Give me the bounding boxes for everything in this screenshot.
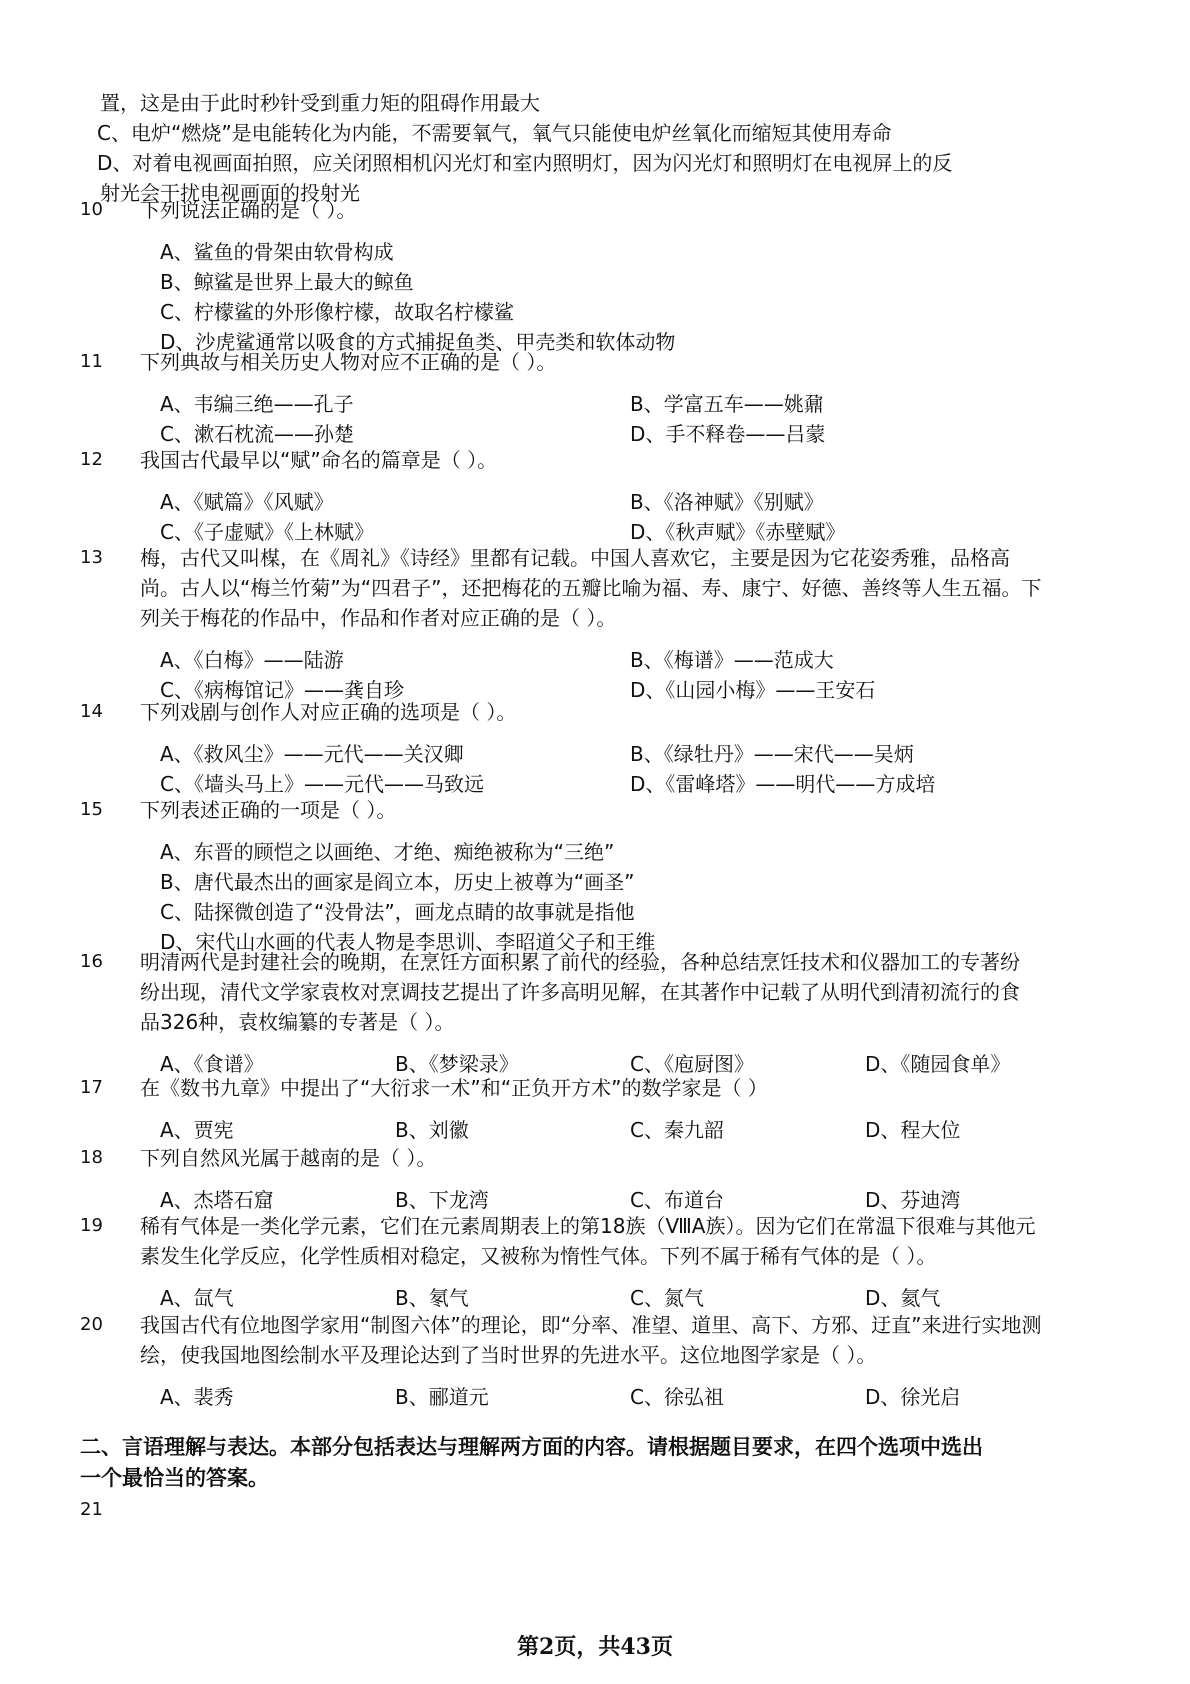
option-a: A、贾宪 bbox=[160, 1118, 234, 1142]
question-text-line: 绘，使我国地图绘制水平及理论达到了当时世界的先进水平。这位地图学家是（ ）。 bbox=[140, 1343, 877, 1367]
previous-question-continuation bbox=[97, 88, 1100, 208]
question-number: 12 bbox=[80, 449, 103, 470]
question-21-number: 21 bbox=[80, 1499, 103, 1520]
question-text-line: 我国古代有位地图学家用“制图六体”的理论，即“分率、准望、道里、高下、方邪、迂直”来进行实地测 bbox=[140, 1313, 1042, 1337]
question-text-line: 品326种，袁枚编纂的专著是（ ）。 bbox=[140, 1010, 455, 1034]
section-heading bbox=[80, 1432, 1120, 1494]
question-options bbox=[160, 487, 1110, 547]
option-c: C、《庖厨图》 bbox=[630, 1052, 754, 1076]
option-a: A、《赋篇》《风赋》 bbox=[160, 490, 334, 514]
option-c: C、秦九韶 bbox=[630, 1118, 724, 1142]
question-number: 17 bbox=[80, 1077, 103, 1098]
question-19 bbox=[80, 1211, 1110, 1313]
question-text-line: 列关于梅花的作品中，作品和作者对应正确的是（ ）。 bbox=[140, 606, 617, 630]
question-number: 10 bbox=[80, 199, 103, 220]
question-15 bbox=[80, 795, 1110, 957]
question-20 bbox=[80, 1310, 1110, 1412]
option-a: A、《救风尘》——元代——关汉卿 bbox=[160, 742, 464, 766]
option-a: A、裴秀 bbox=[160, 1385, 234, 1409]
question-12 bbox=[80, 445, 1110, 547]
option-c: C、《病梅馆记》——龚自珍 bbox=[160, 678, 404, 702]
question-options bbox=[160, 645, 1110, 705]
option-c: C、《墙头马上》——元代——马致远 bbox=[160, 772, 484, 796]
question-options bbox=[160, 1115, 1110, 1145]
question-10 bbox=[80, 195, 1110, 357]
question-options bbox=[160, 389, 1110, 449]
question-options bbox=[160, 1382, 1110, 1412]
option-d: D、手不释卷——吕蒙 bbox=[630, 422, 826, 446]
continuation-line: C、电炉“燃烧”是电能转化为内能，不需要氧气，氧气只能使电炉丝氧化而缩短其使用寿命 bbox=[97, 121, 892, 145]
question-text: 下列典故与相关历史人物对应不正确的是（ ）。 bbox=[140, 350, 557, 374]
option-c: C、氮气 bbox=[630, 1286, 704, 1310]
question-options bbox=[160, 237, 1110, 357]
option-d: D、《随园食单》 bbox=[865, 1052, 1011, 1076]
question-options bbox=[160, 837, 1110, 957]
question-13 bbox=[80, 543, 1110, 705]
question-options bbox=[160, 739, 1110, 799]
question-text: 在《数书九章》中提出了“大衍求一术”和“正负开方术”的数学家是（ ） bbox=[140, 1076, 768, 1100]
option-c: C、陆探微创造了“没骨法”，画龙点睛的故事就是指他 bbox=[160, 900, 635, 924]
page-footer: 第2页，共43页 bbox=[517, 1634, 673, 1660]
option-b: B、学富五车——姚鼐 bbox=[630, 392, 824, 416]
question-17 bbox=[80, 1073, 1110, 1145]
question-text-line: 稀有气体是一类化学元素，它们在元素周期表上的第18族（ⅧA族）。因为它们在常温下很难与其他元 bbox=[140, 1214, 1036, 1238]
option-b: B、《梦梁录》 bbox=[395, 1052, 519, 1076]
question-number: 13 bbox=[80, 547, 103, 568]
option-a: A、鲨鱼的骨架由软骨构成 bbox=[160, 240, 394, 264]
option-c: C、柠檬鲨的外形像柠檬，故取名柠檬鲨 bbox=[160, 300, 514, 324]
option-d: D、《秋声赋》《赤壁赋》 bbox=[630, 520, 846, 544]
question-text: 下列表述正确的一项是（ ）。 bbox=[140, 798, 397, 822]
question-number: 14 bbox=[80, 701, 103, 722]
question-text: 我国古代最早以“赋”命名的篇章是（ ）。 bbox=[140, 448, 498, 472]
question-18 bbox=[80, 1143, 1110, 1215]
option-d: D、沙虎鲨通常以吸食的方式捕捉鱼类、甲壳类和软体动物 bbox=[160, 330, 676, 354]
option-b: B、《绿牡丹》——宋代——吴炳 bbox=[630, 742, 914, 766]
question-text: 下列戏剧与创作人对应正确的选项是（ ）。 bbox=[140, 700, 517, 724]
option-b: B、郦道元 bbox=[395, 1385, 489, 1409]
question-number: 20 bbox=[80, 1314, 103, 1335]
option-b: B、刘徽 bbox=[395, 1118, 469, 1142]
question-number: 15 bbox=[80, 799, 103, 820]
question-16 bbox=[80, 947, 1110, 1079]
question-number: 18 bbox=[80, 1147, 103, 1168]
question-11 bbox=[80, 347, 1110, 449]
option-a: A、《食谱》 bbox=[160, 1052, 264, 1076]
option-b: B、下龙湾 bbox=[395, 1188, 489, 1212]
option-d: D、徐光启 bbox=[865, 1385, 961, 1409]
question-number: 16 bbox=[80, 951, 103, 972]
option-a: A、杰塔石窟 bbox=[160, 1188, 274, 1212]
section-heading-line: 一个最恰当的答案。 bbox=[80, 1466, 269, 1490]
question-text bbox=[140, 543, 1110, 633]
question-number: 19 bbox=[80, 1215, 103, 1236]
question-text-line: 明清两代是封建社会的晚期，在烹饪方面积累了前代的经验，各种总结烹饪技术和仪器加工的专著纷 bbox=[140, 950, 1020, 974]
option-d: D、氦气 bbox=[865, 1286, 941, 1310]
option-c: C、徐弘祖 bbox=[630, 1385, 724, 1409]
question-text bbox=[140, 947, 1110, 1037]
option-b: B、鲸鲨是世界上最大的鲸鱼 bbox=[160, 270, 414, 294]
option-a: A、《白梅》——陆游 bbox=[160, 648, 344, 672]
option-d: D、芬迪湾 bbox=[865, 1188, 961, 1212]
question-text-line: 梅，古代又叫楳，在《周礼》《诗经》里都有记载。中国人喜欢它，主要是因为它花姿秀雅，品格高 bbox=[140, 546, 1010, 570]
question-text-line: 尚。古人以“梅兰竹菊”为“四君子”，还把梅花的五瓣比喻为福、寿、康宁、好德、善终等人生五福。下 bbox=[140, 576, 1042, 600]
option-a: A、东晋的顾恺之以画绝、才绝、痴绝被称为“三绝” bbox=[160, 840, 615, 864]
option-a: A、氙气 bbox=[160, 1286, 234, 1310]
question-text-line: 纷出现，清代文学家袁枚对烹调技艺提出了许多高明见解，在其著作中记载了从明代到清初流行的食 bbox=[140, 980, 1020, 1004]
option-b: B、唐代最杰出的画家是阎立本，历史上被尊为“画圣” bbox=[160, 870, 635, 894]
option-b: B、《洛神赋》《别赋》 bbox=[630, 490, 824, 514]
question-text-line: 素发生化学反应，化学性质相对稳定，又被称为惰性气体。下列不属于稀有气体的是（ ）。 bbox=[140, 1244, 937, 1268]
option-b: B、氡气 bbox=[395, 1286, 469, 1310]
section-heading-line: 二、言语理解与表达。本部分包括表达与理解两方面的内容。请根据题目要求，在四个选项中选出 bbox=[80, 1435, 983, 1459]
question-text bbox=[140, 1310, 1110, 1370]
option-c: C、漱石枕流——孙楚 bbox=[160, 422, 354, 446]
option-d: D、《山园小梅》——王安石 bbox=[630, 678, 876, 702]
question-text: 下列说法正确的是（ ）。 bbox=[140, 198, 357, 222]
continuation-line: 射光会干扰电视画面的投射光 bbox=[100, 181, 360, 205]
question-text bbox=[140, 1211, 1110, 1271]
option-b: B、《梅谱》——范成大 bbox=[630, 648, 834, 672]
option-c: C、布道台 bbox=[630, 1188, 724, 1212]
question-number: 11 bbox=[80, 351, 103, 372]
option-a: A、韦编三绝——孔子 bbox=[160, 392, 354, 416]
question-options bbox=[160, 1283, 1110, 1313]
continuation-line: 置，这是由于此时秒针受到重力矩的阻碍作用最大 bbox=[100, 91, 540, 115]
option-c: C、《子虚赋》《上林赋》 bbox=[160, 520, 374, 544]
question-14 bbox=[80, 697, 1110, 799]
option-d: D、宋代山水画的代表人物是李思训、李昭道父子和王维 bbox=[160, 930, 656, 954]
continuation-line: D、对着电视画面拍照，应关闭照相机闪光灯和室内照明灯，因为闪光灯和照明灯在电视屏上的反 bbox=[97, 151, 953, 175]
option-d: D、《雷峰塔》——明代——方成培 bbox=[630, 772, 936, 796]
question-text: 下列自然风光属于越南的是（ ）。 bbox=[140, 1146, 437, 1170]
option-d: D、程大位 bbox=[865, 1118, 961, 1142]
